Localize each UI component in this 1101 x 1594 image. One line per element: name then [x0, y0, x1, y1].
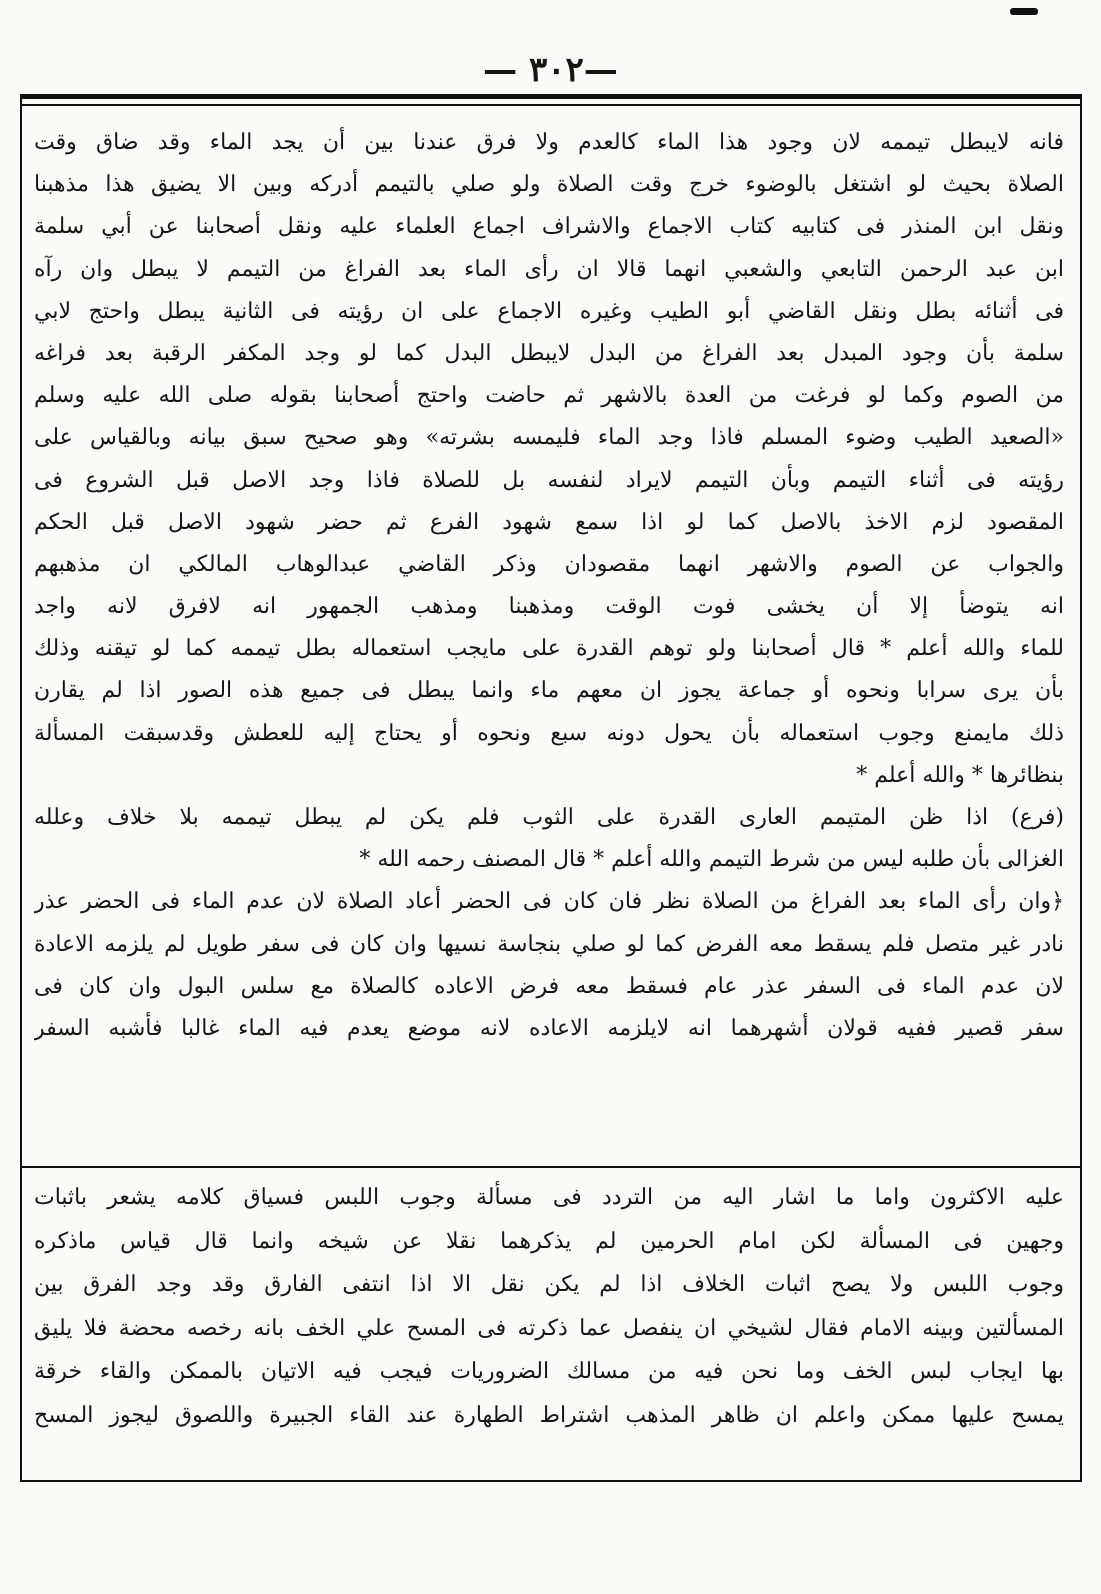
footnote-text-block [34, 1176, 1064, 1437]
text-line: فى أثنائه بطل ونقل القاضي أبو الطيب وغيره الاجماع على ان رؤيته فى الثانية يبطل واحتج لابي [34, 298, 1064, 324]
text-line: الصلاة بحيث لو اشتغل بالوضوء خرج وقت الصلاة ولو صلي بالتيمم أدركه وبين الا يضيق هذا مذهبنا [34, 172, 1064, 198]
footnote-line: وجهين فى المسألة لكن امام الحرمين لم يذكرهما نقلا عن شيخه وانما قال قياس ماذكره [34, 1228, 1064, 1254]
right-border [1080, 94, 1082, 1482]
text-line: لان عدم الماء فى السفر عذر عام فسقط معه فرض الاعاده كالصلاة مع سلس البول وان كان فى [34, 973, 1064, 999]
text-line: بنظائرها * والله أعلم * [856, 762, 1064, 788]
top-border-thin [20, 104, 1082, 106]
footnote-line: وجوب اللبس ولا يصح اثبات الخلاف اذا لم يكن نقل الا اذا انتفى الفارق وقد وجد الفرق بين [34, 1272, 1064, 1297]
text-line: «الصعيد الطيب وضوء المسلم فاذا وجد الماء فليمسه بشرته» وهو صحيح سبق بيانه وبالقياس على [34, 425, 1064, 451]
text-line: ذلك مايمنع وجوب استعماله بأن يحول دونه سبع ونحوه أو يحتاج إليه للعطش وقدسبقت المسألة [34, 720, 1064, 746]
footnote-line: المسألتين وبينه الامام فقال لشيخي ان ينفصل عما ذكرته فى المسح علي الخف بانه رخصه محضة فلا يليق [34, 1315, 1064, 1341]
text-line: فانه لايبطل تيممه لان وجود هذا الماء كالعدم ولا فرق عندنا بين أن يجد الماء وقد ضاق وقت [34, 130, 1064, 155]
left-border [20, 94, 22, 1482]
text-line: الغزالى بأن طلبه ليس من شرط التيمم والله أعلم * قال المصنف رحمه الله * [359, 847, 1064, 873]
text-line: ونقل ابن المنذر فى كتابيه كتاب الاجماع والاشراف اجماع العلماء عليه ونقل أصحابنا عن أبي سلمة [34, 214, 1064, 240]
text-line: انه يتوضأ إلا أن يخشى فوت الوقت ومذهبنا ومذهب الجمهور انه لافرق لانه واجد [34, 594, 1064, 620]
text-line: سلمة بأن وجود المبدل بعد الفراغ من البدل لايبطل البدل كما لو وجد المكفر الرقبة بعد فراغه [34, 340, 1064, 366]
text-line: نادر غير متصل فلم يسقط معه الفرض كما لو صلي بنجاسة نسيها وان كان فى سفر طويل لم يلزمه الاعادة [34, 931, 1064, 957]
top-border-thick [20, 94, 1082, 99]
page-number: —٣٠٢ — [483, 50, 618, 90]
text-line: ﴿وان رأى الماء بعد الفراغ من الصلاة نظر فان كان فى الحضر أعاد الصلاة لان عدم الماء فى الحضر عذر [34, 889, 1064, 915]
text-line: والجواب عن الصوم والاشهر انهما مقصودان وذكر القاضي عبدالوهاب المالكي ان مذهبهم [34, 551, 1064, 577]
text-line: بأن يرى سرابا ونحوه أو جماعة يجوز ان معهم ماء وانما يبطل فى جميع هذه الصور اذا لم يقارن [34, 678, 1064, 704]
text-line: رؤيته فى أثناء التيمم وبأن التيمم لايراد لنفسه بل للصلاة فاذا وجد الاصل قبل الشروع فى [34, 467, 1064, 493]
main-text-block [34, 122, 1064, 1050]
footnote-line: يمسح عليها ممكن واعلم ان ظاهر المذهب اشتراط الطهارة عند القاء الجبيرة واللصوق ليجوز المسح [34, 1402, 1064, 1428]
text-line: (فرع) اذا ظن المتيمم العارى القدرة على الثوب فلم يكن لم يبطل تيممه بلا خلاف وعلله [34, 805, 1064, 830]
text-line: ابن عبد الرحمن التابعي والشعبي انهما قالا ان رأى الماء بعد الفراغ من التيمم لا يبطل وان رآه [34, 256, 1064, 282]
bottom-border [20, 1480, 1082, 1482]
footnote-line: عليه الاكثرون واما ما اشار اليه من التردد فى مسألة وجوب اللبس فسياق كلامه يشعر باثبات [34, 1185, 1064, 1210]
text-line: سفر قصير ففيه قولان أشهرهما انه لايلزمه الاعاده لانه موضع يعدم فيه الماء غالبا فأشبه السفر [34, 1015, 1064, 1041]
text-line: المقصود لزم الاخذ بالاصل كما لو اذا سمع شهود الفرع ثم حضر شهود الاصل قبل الحكم [34, 509, 1064, 535]
footnote-line: بها ايجاب لبس الخف وما نحن فيه من مسالك الضروريات فيجب فيه الاتيان بالممكن والقاء خرقة [34, 1359, 1064, 1384]
text-line: من الصوم وكما لو فرغت من العدة بالاشهر ثم حاضت واحتج أصحابنا بقوله صلى الله عليه وسلم [34, 383, 1064, 409]
footnote-separator [20, 1166, 1082, 1168]
text-line: للماء والله أعلم * قال أصحابنا ولو توهم القدرة على مايجب استعماله بطل تيممه كما لو تيقنه وذلك [34, 636, 1064, 662]
scan-mark [1010, 8, 1038, 15]
